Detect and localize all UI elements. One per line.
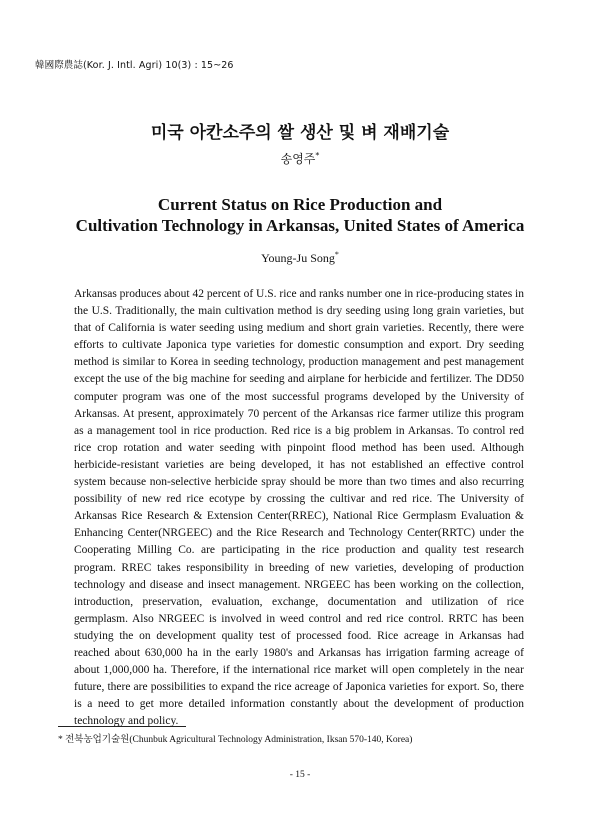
korean-author [0, 150, 600, 167]
abstract-paragraph: Arkansas produces about 42 percent of U.S. rice and ranks number one in rice-producing states in the U.S. Traditionally, the main cultivation method is dry seeding using long grain varieties, but that of California is water seeding using medium and short grain varieties. Recently, there were efforts to cultivate Japonica type varieties for domestic consumption and export. Dry seeding method is similar to Korea in seeding technology, production management and pest management except the use of the big machine for seeding and airplane for herbicide and fertilizer. The DD50 computer program was one of the most successful programs developed by the University of Arkansas. At present, approximately 70 percent of the Arkansas rice farmer utilize this program as a management tool in rice production. Red rice is a big problem in Arkansas. To control red rice crop rotation and water seeding with pinpoint flood method has been used. Although herbicide-resistant varieties are being developed, it has not established an effective control system because non-selective herbicide spray should be more than two times and also recurring possibility of new red rice ecotype by crossing the cultivar and red rice. The University of Arkansas Rice Research & Extension Center(RREC), National Rice Germplasm Evaluation & Enhancing Center(NRGEEC) and the Rice Research and Technology Center(RRTC) under the Cooperating Milling Co. are participating in the rice production and quality test research program. RREC takes responsibility in breeding of new varieties, developing of production technology and disease and insect management. NRGEEC has been working on the collection, introduction, preservation, evaluation, exchange, documentation and utilization of rice germplasm. Also NRGEEC is involved in weed control and red rice control. RRTC has been studying the on development quality test of processed food. Rice acreage in Arkansas had reached about 630,000 ha in the early 1980's and Arkansas has irrigation farming acreage of about 1,000,000 ha. Therefore, if the international rice market will open completely in the near future, there are possibilities to expand the rice acreage of Japonica varieties for export. So, there is a need to get more detailed information constantly about the development of production technology and policy. [74, 288, 524, 728]
footnote-text: 전북농업기술원(Chunbuk Agricultural Technology Administration, Iksan 570-140, Korea) [65, 735, 413, 745]
korean-author-name: 송영주 [280, 152, 316, 166]
english-author-name: Young-Ju Song [261, 251, 335, 265]
footnote-marker: * [58, 735, 63, 745]
korean-title: 미국 아칸소주의 쌀 생산 및 벼 재배기술 [150, 123, 450, 143]
english-title [0, 194, 600, 236]
page-number: - 15 - [289, 770, 311, 780]
footnote-affiliation [58, 731, 412, 745]
english-title-line-2: Cultivation Technology in Arkansas, United States of America [75, 216, 525, 235]
english-author [0, 251, 600, 266]
author-affiliation-marker: * [315, 151, 320, 160]
footnote-divider [58, 726, 186, 727]
english-title-line-1: Current Status on Rice Production and [157, 195, 443, 214]
journal-citation: 韓國際農誌(Kor. J. Intl. Agri) 10(3) : 15~26 [35, 60, 234, 71]
english-author-affiliation-marker: * [334, 250, 339, 259]
